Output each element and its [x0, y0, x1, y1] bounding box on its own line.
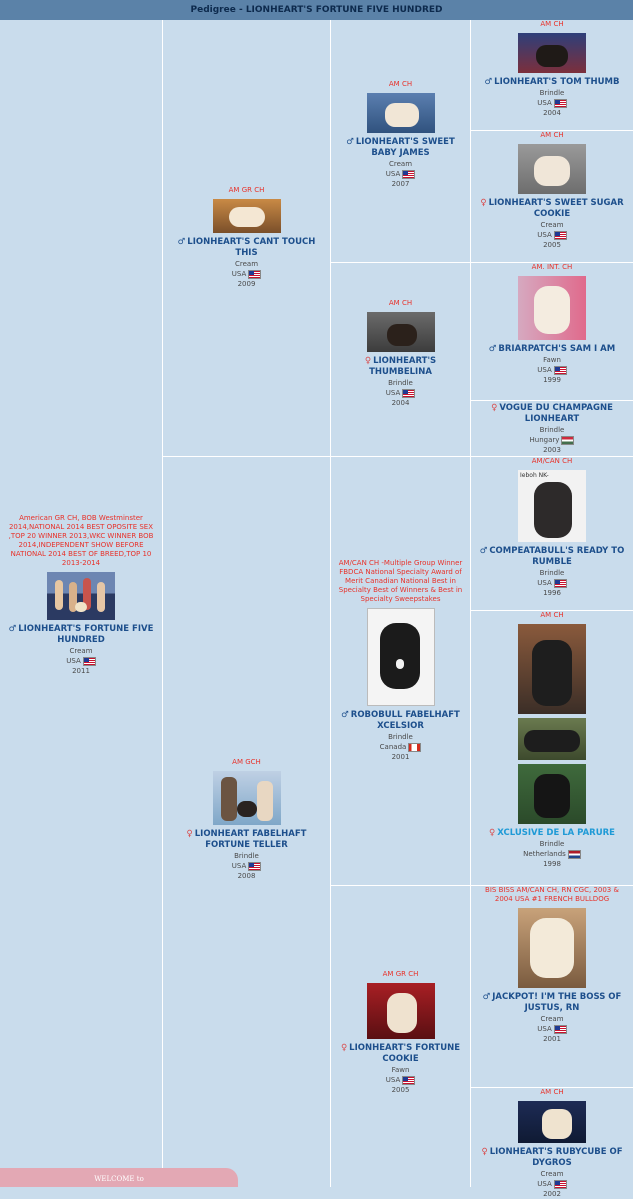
male-icon: ♂: [482, 992, 491, 1002]
usa-flag-icon: [83, 657, 96, 666]
usa-flag-icon: [554, 99, 567, 108]
dog-title: AM/CAN CH -Multiple Group Winner FBDCA National Specialty Award of Merit Canadian National Best in Specialty Best of Winners & Best in Specialty Sweepstakes: [338, 559, 463, 603]
dog-name[interactable]: ♀ LIONHEART'S FORTUNE COOKIE: [340, 1043, 461, 1064]
dog-country: USA: [471, 98, 633, 108]
dog-title: AM CH: [540, 20, 564, 28]
dog-country: USA: [331, 388, 470, 398]
usa-flag-icon: [402, 389, 415, 398]
dog-color: Cream: [234, 260, 259, 268]
usa-flag-icon: [248, 862, 261, 871]
dog-name[interactable]: ♂ COMPEATABULL'S READY TO RUMBLE: [479, 546, 625, 567]
dog-color: Cream: [540, 1170, 564, 1178]
dog-name[interactable]: ♂ LIONHEART'S TOM THUMB: [484, 77, 620, 87]
dog-cell-sd: [331, 262, 470, 456]
dog-country: USA: [163, 269, 330, 279]
dog-title: AM CH: [388, 299, 413, 307]
dog-cell-ss: [331, 20, 470, 262]
dog-country: USA: [471, 1024, 633, 1034]
dog-year: 1996: [543, 589, 561, 597]
dog-photo[interactable]: [518, 33, 586, 73]
female-icon: ♀: [489, 828, 496, 838]
dog-year: 2003: [543, 446, 561, 454]
dog-country: USA: [471, 230, 633, 240]
dog-name[interactable]: ♀ LIONHEART'S RUBYCUBE OF DYGROS: [481, 1147, 623, 1168]
dog-title: AM. INT. CH: [531, 263, 573, 271]
dog-photo[interactable]: [47, 572, 115, 620]
dog-color: Brindle: [388, 733, 413, 741]
female-icon: ♀: [480, 198, 487, 208]
dog-title: AM GR CH: [382, 970, 419, 978]
dog-country: USA: [331, 169, 470, 179]
dog-photo[interactable]: [518, 908, 586, 988]
dog-year: 2009: [237, 280, 256, 288]
usa-flag-icon: [554, 1180, 567, 1189]
dog-cell-sds: [471, 262, 633, 400]
dog-title: AM CH: [388, 80, 413, 88]
dog-photo[interactable]: [518, 276, 586, 340]
dog-color: Brindle: [539, 89, 565, 97]
dog-country: USA: [0, 656, 162, 666]
dog-year: 2001: [543, 1035, 561, 1043]
dog-photo[interactable]: [518, 144, 586, 194]
dog-cell-dam: [163, 456, 330, 1187]
dog-country: USA: [471, 1179, 633, 1189]
male-icon: ♂: [484, 77, 493, 87]
dog-year: 2005: [391, 1086, 410, 1094]
generation-1-column: [0, 20, 162, 1187]
dog-cell-sire: [163, 20, 330, 456]
usa-flag-icon: [554, 231, 567, 240]
dog-name[interactable]: ♂ LIONHEART'S SWEET BABY JAMES: [346, 137, 455, 158]
male-icon: ♂: [346, 137, 354, 147]
dog-cell-dd: [331, 885, 470, 1187]
dog-cell-ddd: [471, 1087, 633, 1198]
dog-year: 2011: [72, 667, 90, 675]
dog-name[interactable]: ♀ LIONHEART FABELHAFT FORTUNE TELLER: [186, 829, 307, 850]
dog-cell-ds: [331, 456, 470, 885]
welcome-label: WELCOME to: [94, 1175, 144, 1183]
dog-year: 2004: [391, 399, 410, 407]
dog-year: 2004: [543, 109, 561, 117]
dog-color: Brindle: [539, 569, 565, 577]
dog-name[interactable]: ♂ LIONHEART'S FORTUNE FIVE HUNDRED: [8, 624, 154, 645]
dog-year: 2002: [543, 1190, 561, 1198]
dog-name[interactable]: ♂ LIONHEART'S CANT TOUCH THIS: [177, 237, 316, 258]
canada-flag-icon: [408, 743, 421, 752]
dog-title: AM CH: [540, 611, 564, 619]
generation-2-column: [163, 20, 330, 1187]
dog-color: Fawn: [391, 1066, 410, 1074]
generation-4-column: [471, 20, 633, 1198]
male-icon: ♂: [479, 546, 488, 556]
dog-cell-subject: [0, 20, 162, 1187]
dog-color: Cream: [388, 160, 413, 168]
dog-name[interactable]: ♀ XCLUSIVE DE LA PARURE: [489, 828, 615, 838]
dog-title: AM CH: [540, 131, 564, 139]
dog-name[interactable]: ♀ LIONHEART'S THUMBELINA: [364, 356, 437, 377]
dog-cell-dsd: [471, 610, 633, 885]
male-icon: ♂: [177, 237, 186, 247]
dog-title: BIS BISS AM/CAN CH, RN CGC, 2003 & 2004 USA #1 FRENCH BULLDOG: [485, 886, 619, 903]
dog-color: Cream: [540, 221, 564, 229]
dog-color: Cream: [69, 647, 93, 655]
page-title-bar: [0, 0, 633, 20]
dog-photo[interactable]: [518, 1101, 586, 1143]
dog-photo[interactable]: [518, 624, 586, 714]
dog-cell-ssd: [471, 130, 633, 262]
male-icon: ♂: [341, 710, 349, 720]
dog-title: AM CH: [540, 1088, 564, 1096]
dog-photo[interactable]: [367, 93, 435, 133]
dog-country: Canada: [331, 742, 470, 752]
welcome-tab[interactable]: [0, 1168, 238, 1187]
usa-flag-icon: [554, 1025, 567, 1034]
female-icon: ♀: [186, 829, 193, 839]
dog-color: Fawn: [543, 356, 561, 364]
dog-photo[interactable]: [213, 199, 281, 233]
female-icon: ♀: [364, 356, 372, 366]
dog-name[interactable]: ♂ BRIARPATCH'S SAM I AM: [488, 344, 616, 354]
dog-photo[interactable]: [213, 771, 281, 825]
usa-flag-icon: [554, 579, 567, 588]
dog-year: 2005: [543, 241, 561, 249]
dog-photo[interactable]: [367, 312, 435, 352]
male-icon: ♂: [8, 624, 17, 634]
female-icon: ♀: [491, 403, 498, 413]
dog-year: 2008: [237, 872, 256, 880]
dog-photo[interactable]: [367, 983, 435, 1039]
dog-name[interactable]: ♂ ROBOBULL FABELHAFT XCELSIOR: [341, 710, 460, 731]
male-icon: ♂: [488, 344, 497, 354]
dog-year: 2007: [391, 180, 410, 188]
usa-flag-icon: [554, 366, 567, 375]
dog-photo-litter[interactable]: [518, 718, 586, 760]
dog-country: Hungary: [471, 435, 633, 445]
usa-flag-icon: [402, 170, 415, 179]
dog-photo[interactable]: [518, 470, 586, 542]
usa-flag-icon: [402, 1076, 415, 1085]
female-icon: ♀: [340, 1043, 348, 1053]
dog-color: Brindle: [388, 379, 413, 387]
dog-name[interactable]: ♂ JACKPOT! I'M THE BOSS OF JUSTUS, RN: [482, 992, 622, 1013]
dog-title: AM GR CH: [228, 186, 265, 194]
dog-year: 1998: [543, 860, 561, 868]
photo-caption: Ieboh NK-: [520, 472, 549, 479]
dog-country: Netherlands: [471, 849, 633, 859]
dog-photo[interactable]: [367, 608, 435, 706]
dog-title: American GR CH, BOB Westminster 2014,NATIONAL 2014 BEST OPOSITE SEX ,TOP 20 WINNER 2013,WKC WINNER BOB 2014,INDEPENDENT SHOW BEFORE NATIONAL 2014 BEST OF BREED,TOP 10 2013-2014: [8, 514, 154, 567]
netherlands-flag-icon: [568, 850, 581, 859]
generation-3-column: [331, 20, 470, 1187]
page-title: Pedigree - LIONHEART'S FORTUNE FIVE HUNDRED: [190, 5, 443, 15]
dog-photo-grass[interactable]: [518, 764, 586, 824]
hungary-flag-icon: [561, 436, 574, 445]
dog-year: 1999: [543, 376, 561, 384]
dog-cell-sdd: [471, 400, 633, 456]
dog-name[interactable]: ♀ VOGUE DU CHAMPAGNE LIONHEART: [491, 403, 613, 424]
dog-title: AM GCH: [232, 758, 261, 766]
dog-cell-dss: [471, 456, 633, 610]
dog-country: USA: [471, 365, 633, 375]
dog-country: USA: [471, 578, 633, 588]
dog-name[interactable]: ♀ LIONHEART'S SWEET SUGAR COOKIE: [480, 198, 624, 219]
dog-country: USA: [331, 1075, 470, 1085]
dog-color: Cream: [540, 1015, 564, 1023]
dog-color: Brindle: [539, 426, 565, 434]
dog-color: Brindle: [539, 840, 565, 848]
dog-cell-sss: [471, 20, 633, 130]
usa-flag-icon: [248, 270, 261, 279]
dog-cell-dds: [471, 885, 633, 1087]
dog-year: 2001: [391, 753, 410, 761]
dog-color: Brindle: [234, 852, 259, 860]
female-icon: ♀: [481, 1147, 488, 1157]
dog-title: AM/CAN CH: [531, 457, 573, 465]
dog-country: USA: [163, 861, 330, 871]
